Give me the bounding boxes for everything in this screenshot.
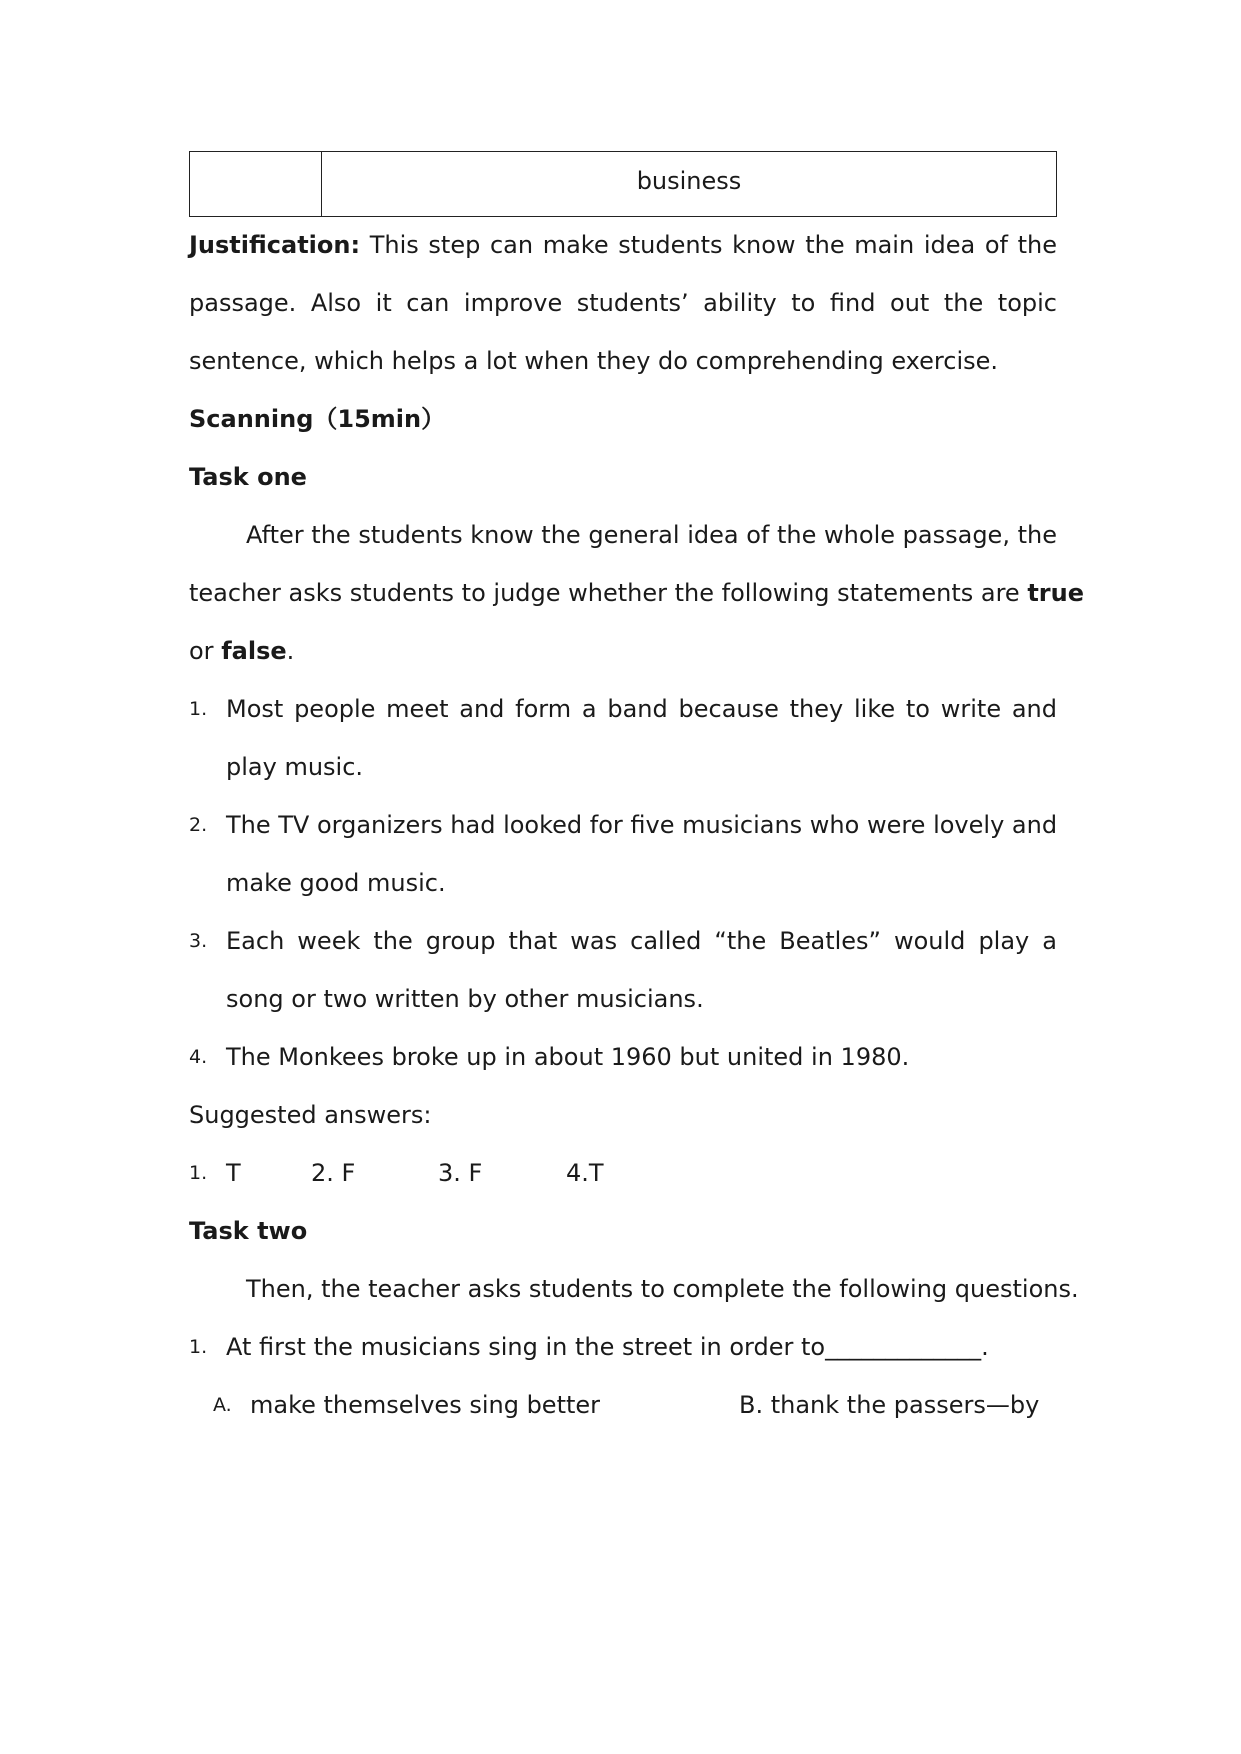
true-keyword: true <box>1027 579 1084 607</box>
answer-4: 4.T <box>566 1159 604 1187</box>
justification-line-3: sentence, which helps a lot when they do comprehending exercise. <box>189 347 999 375</box>
period: . <box>286 637 295 665</box>
task-one-intro-line-1: After the students know the general idea of the whole passage, the <box>246 521 1057 549</box>
table-row <box>189 151 1057 217</box>
list-item-number: 4. <box>189 1046 208 1068</box>
justification-line-1 <box>189 230 1057 260</box>
list-item-continuation: song or two written by other musicians. <box>226 985 704 1013</box>
answers-row <box>226 1158 1057 1188</box>
justification-line-2: passage. Also it can improve students’ ability to find out the topic <box>189 289 1057 317</box>
justification-label: Justification: <box>189 231 361 259</box>
justification-text-1: This step can make students know the main idea of the <box>369 231 1057 259</box>
list-item-number: 3. <box>189 930 208 952</box>
answer-3: 3. F <box>438 1159 483 1187</box>
or-word: or <box>189 637 214 665</box>
list-item: The TV organizers had looked for five musicians who were lovely and <box>226 811 1058 839</box>
task-one-intro-line-3 <box>189 636 1057 666</box>
task-two-intro: Then, the teacher asks students to complete the following questions. <box>246 1275 1079 1303</box>
option-a-letter: A. <box>213 1394 232 1416</box>
table-cell-empty <box>190 152 322 216</box>
table-cell-business: business <box>636 167 742 195</box>
suggested-answers-label: Suggested answers: <box>189 1101 432 1129</box>
task-two-heading: Task two <box>189 1217 308 1245</box>
false-keyword: false <box>221 637 287 665</box>
list-item: Each week the group that was called “the Beatles” would play a <box>226 927 1057 955</box>
task-one-intro-text: teacher asks students to judge whether the following statements are <box>189 579 1020 607</box>
question-number: 1. <box>189 1336 208 1358</box>
answer-2: 2. F <box>311 1159 356 1187</box>
task-one-intro-line-2 <box>189 578 1084 608</box>
answer-1: T <box>226 1159 241 1187</box>
option-a-text: make themselves sing better <box>250 1391 601 1419</box>
list-item-continuation: play music. <box>226 753 364 781</box>
list-item: Most people meet and form a band because they like to write and <box>226 695 1057 723</box>
list-item: The Monkees broke up in about 1960 but united in 1980. <box>226 1043 910 1071</box>
list-item-number: 1. <box>189 698 208 720</box>
question-text: At first the musicians sing in the street in order to_____________. <box>226 1333 989 1361</box>
scanning-heading: Scanning（15min） <box>189 405 446 433</box>
list-item-number: 2. <box>189 814 208 836</box>
task-one-heading: Task one <box>189 463 307 491</box>
list-item-continuation: make good music. <box>226 869 446 897</box>
option-b-text: B. thank the passers—by <box>739 1391 1040 1419</box>
answers-number: 1. <box>189 1162 208 1184</box>
